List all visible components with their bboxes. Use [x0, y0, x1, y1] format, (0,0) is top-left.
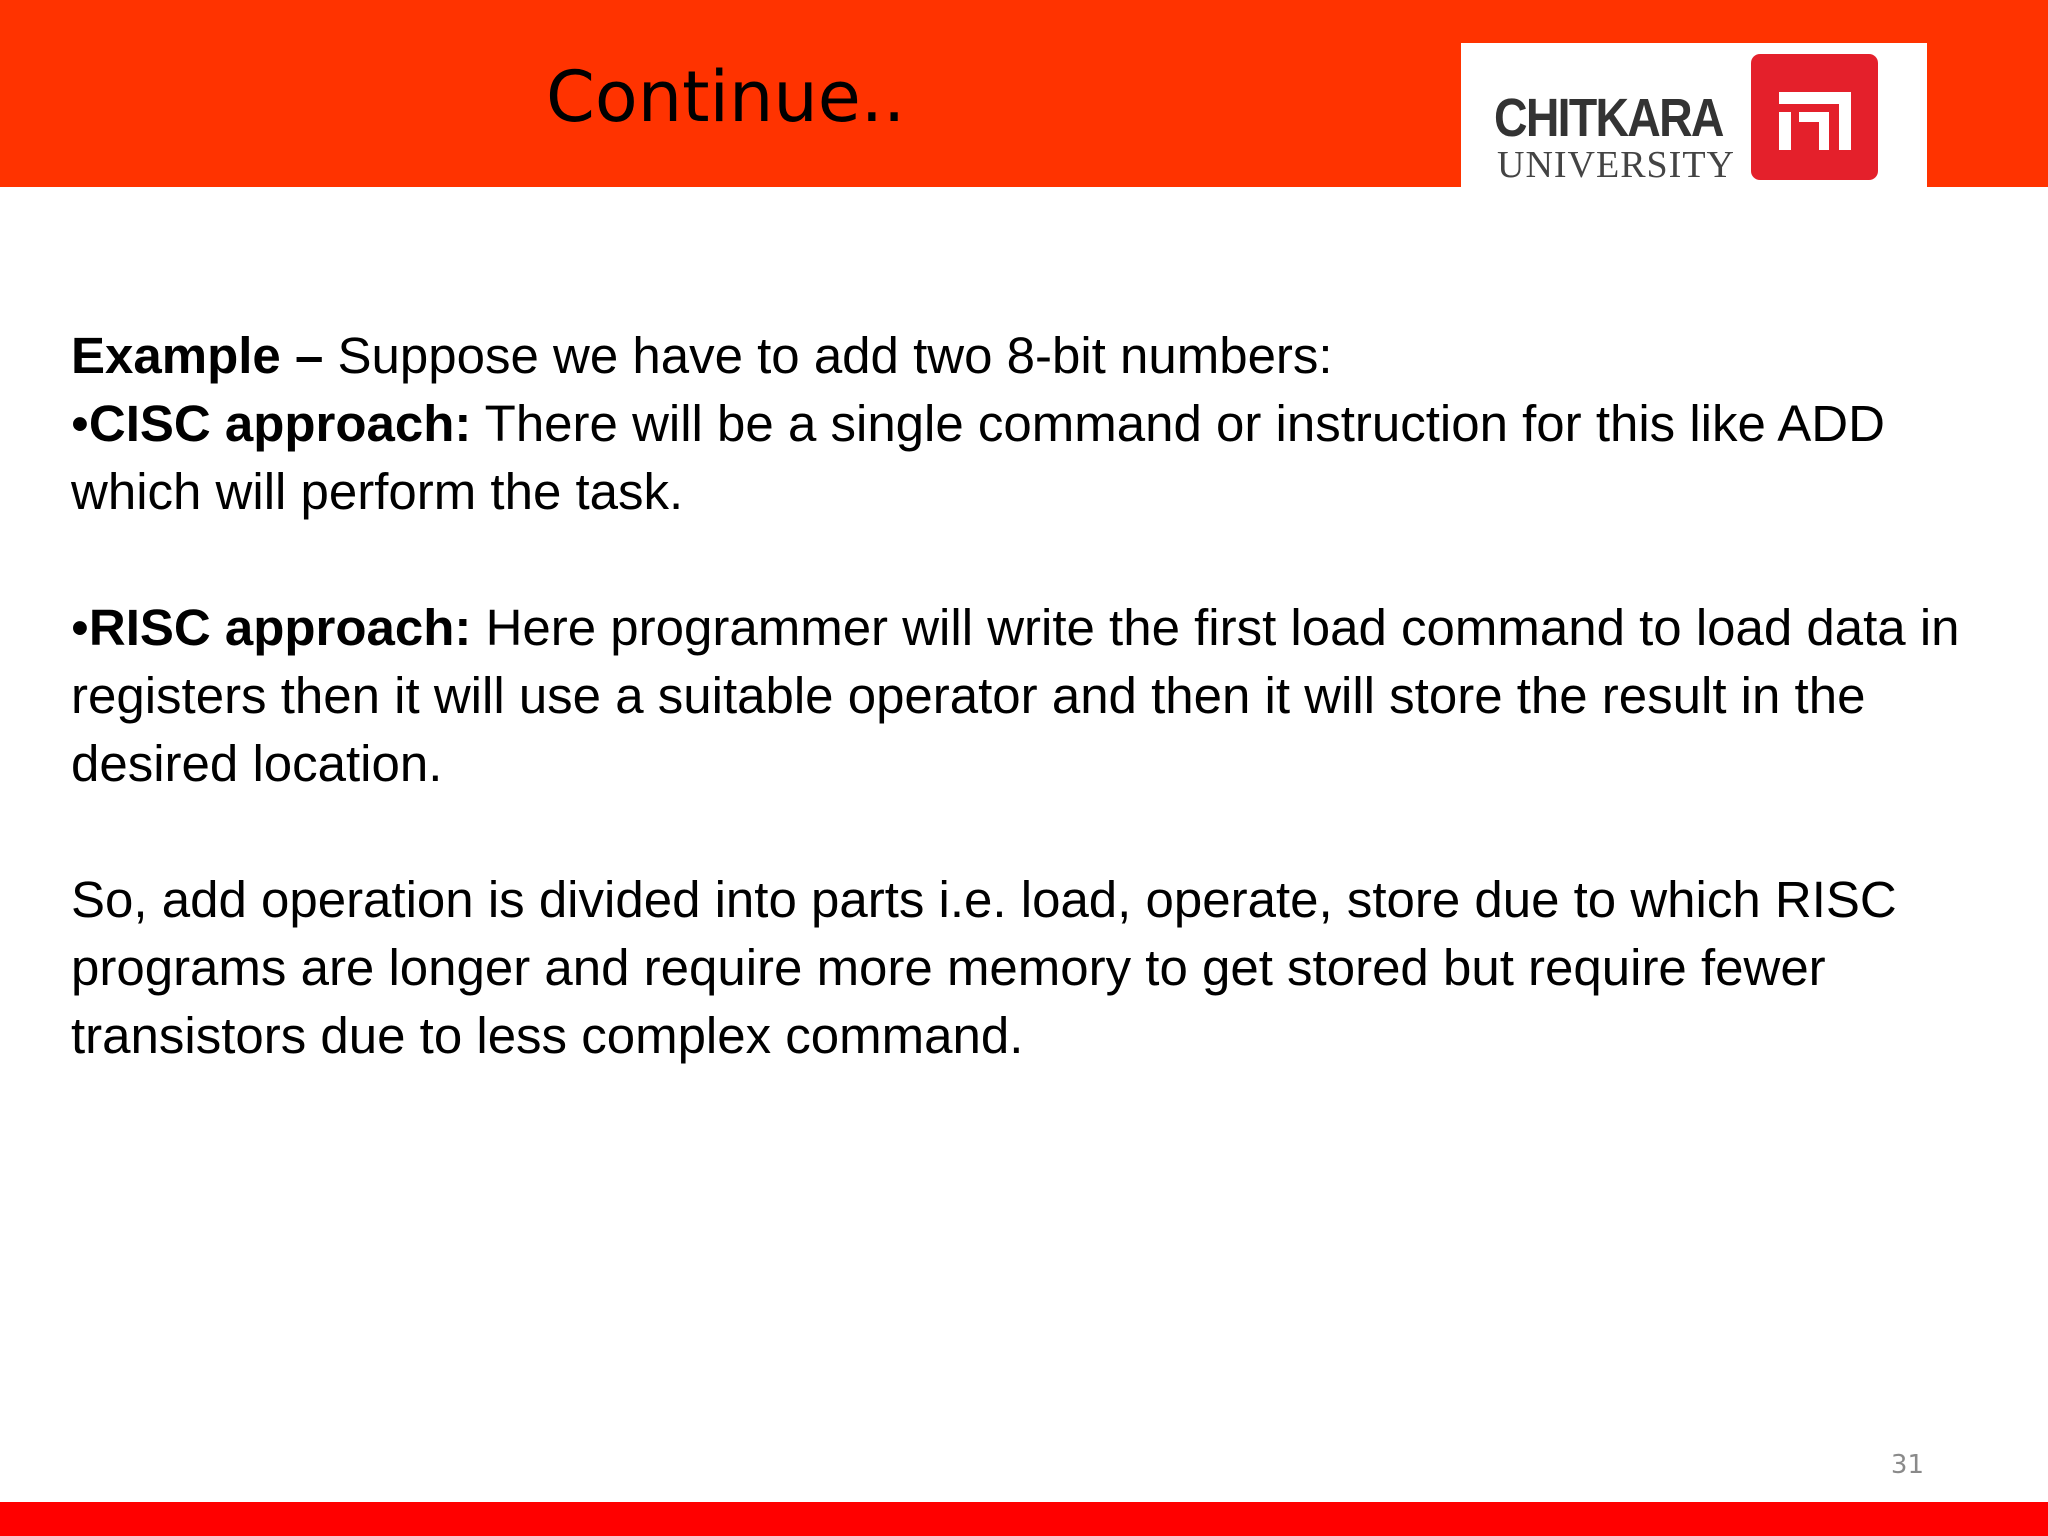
cisc-bullet: •	[71, 395, 89, 452]
risc-paragraph	[71, 594, 2001, 798]
logo-subword: UNIVERSITY	[1497, 144, 1735, 186]
slide-title: Continue..	[546, 56, 906, 138]
slide-body	[71, 322, 2001, 1070]
risc-text: Here programmer will write the first load command to load data in registers then it will use a suitable operator and then it will store the result in the desired location.	[71, 599, 1960, 792]
university-logo	[1461, 43, 1927, 187]
cisc-text: There will be a single command or instruction for this like ADD which will perform the task.	[71, 395, 1885, 520]
cisc-label: CISC approach:	[88, 395, 472, 452]
paragraph-spacer	[71, 526, 2001, 594]
logo-emblem-icon	[1751, 54, 1878, 180]
example-paragraph	[71, 322, 2001, 390]
risc-bullet: •	[71, 599, 89, 656]
risc-label: RISC approach:	[88, 599, 472, 656]
example-label: Example –	[71, 327, 324, 384]
logo-wordmark: CHITKARA	[1494, 88, 1723, 148]
cisc-paragraph	[71, 390, 2001, 526]
page-number: 31	[1890, 1450, 1924, 1480]
footer-bar	[0, 1502, 2048, 1536]
paragraph-spacer	[71, 798, 2001, 866]
conclusion-paragraph: So, add operation is divided into parts i.e. load, operate, store due to which RISC programs are longer and require more memory to get stored but require fewer transistors due to less complex command.	[71, 871, 1897, 1064]
example-text: Suppose we have to add two 8-bit numbers:	[323, 327, 1333, 384]
